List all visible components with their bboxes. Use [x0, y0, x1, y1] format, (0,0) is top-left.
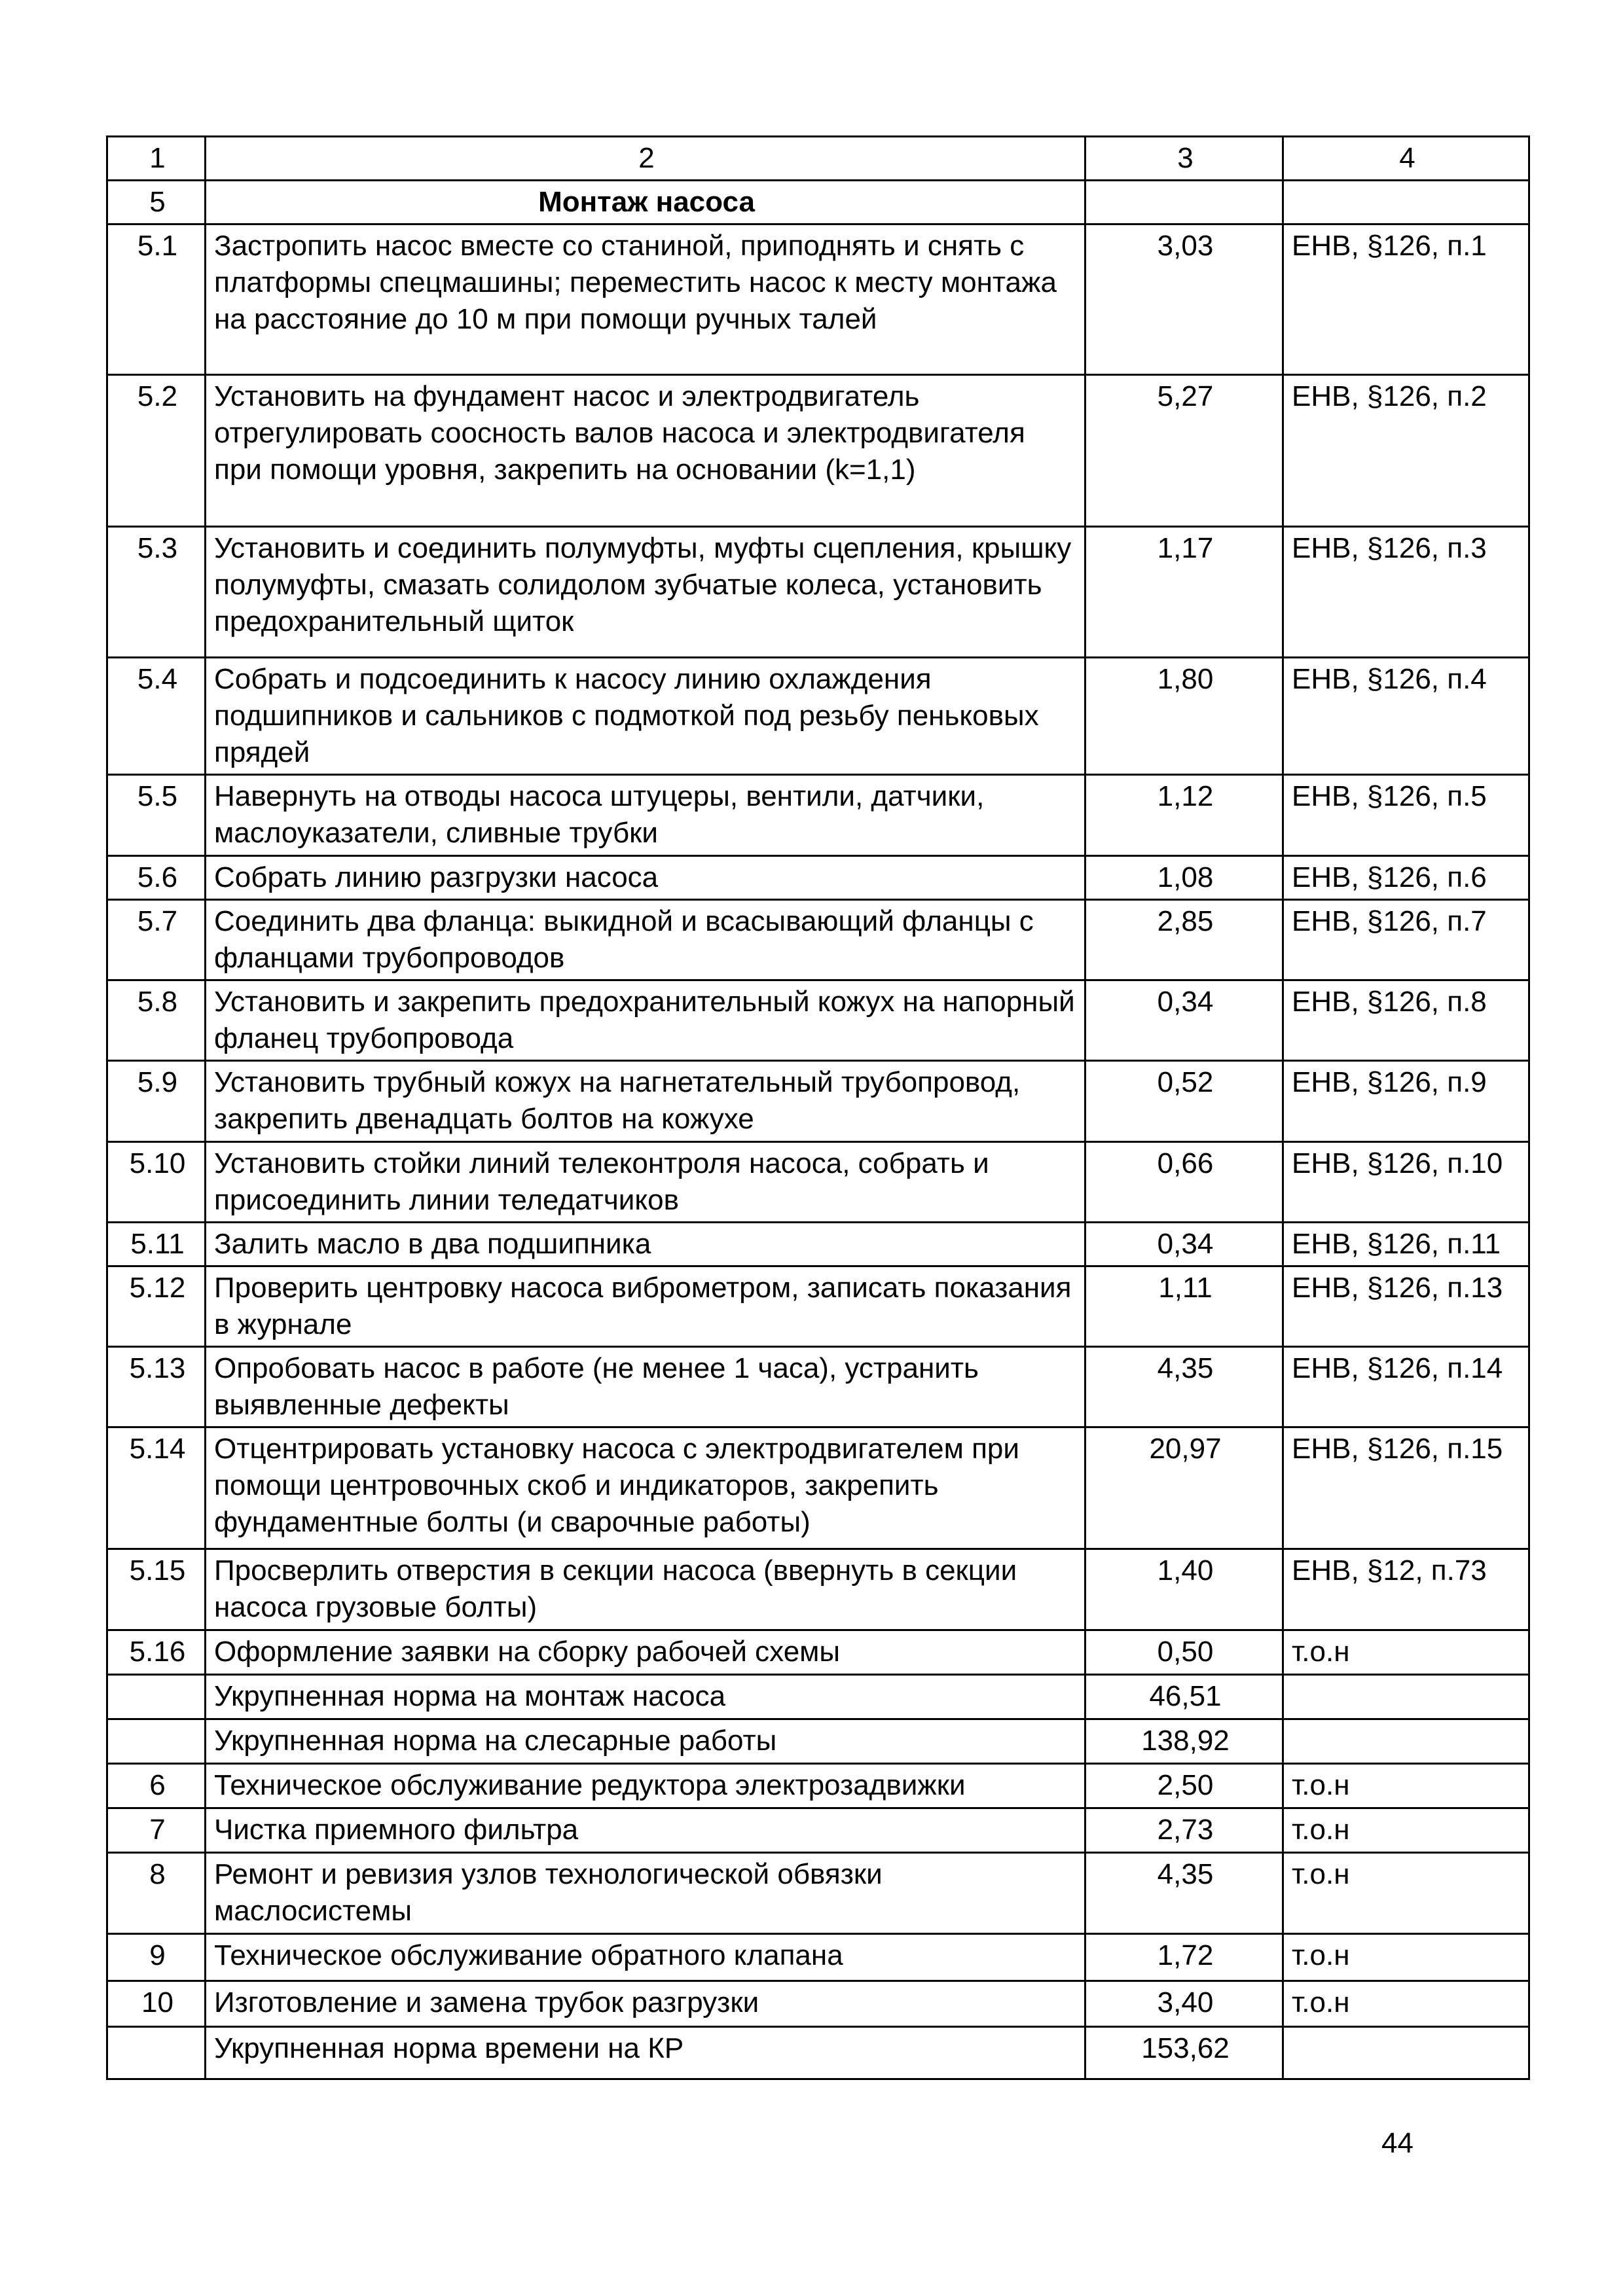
table-row: [107, 1347, 1529, 1427]
norm-value: 1,72: [1085, 1934, 1283, 1981]
subtotal-row: [107, 1675, 1529, 1719]
norm-value: 4,35: [1085, 1853, 1283, 1934]
table-row: [107, 1223, 1529, 1266]
row-number: 5.4: [107, 658, 206, 775]
work-description: Собрать линию разгрузки насоса: [206, 856, 1085, 900]
table-row: [107, 1266, 1529, 1347]
row-number: [107, 1719, 206, 1764]
norm-reference: ЕНВ, §126, п.13: [1283, 1266, 1529, 1347]
row-number: [107, 1675, 206, 1719]
row-number: 5.12: [107, 1266, 206, 1347]
work-description: Установить на фундамент насос и электродвигатель отрегулировать соосность валов насоса и электродвигателя при помощи уровня, закрепить на основании (k=1,1): [206, 375, 1085, 527]
norm-reference: т.о.н: [1283, 1934, 1529, 1981]
norm-reference: ЕНВ, §12, п.73: [1283, 1549, 1529, 1630]
table-row: [107, 375, 1529, 527]
norm-value: 0,66: [1085, 1142, 1283, 1223]
norm-reference: [1283, 1719, 1529, 1764]
table-row: [107, 856, 1529, 900]
norm-value: 20,97: [1085, 1427, 1283, 1549]
norm-reference: ЕНВ, §126, п.11: [1283, 1223, 1529, 1266]
header-cell: 3: [1085, 137, 1283, 181]
norm-value: 4,35: [1085, 1347, 1283, 1427]
norm-reference: ЕНВ, §126, п.10: [1283, 1142, 1529, 1223]
row-number: 5.11: [107, 1223, 206, 1266]
work-description: Укрупненная норма на монтаж насоса: [206, 1675, 1085, 1719]
table-row: [107, 1808, 1529, 1853]
norm-value: 1,11: [1085, 1266, 1283, 1347]
row-number: 5.14: [107, 1427, 206, 1549]
row-number: 5.15: [107, 1549, 206, 1630]
table-row: [107, 1549, 1529, 1630]
norm-value: 3,03: [1085, 224, 1283, 375]
work-description: Навернуть на отводы насоса штуцеры, вентили, датчики, маслоуказатели, сливные трубки: [206, 775, 1085, 856]
norm-reference: ЕНВ, §126, п.2: [1283, 375, 1529, 527]
work-description: Установить трубный кожух на нагнетательный трубопровод, закрепить двенадцать болтов на кожухе: [206, 1061, 1085, 1142]
work-description: Техническое обслуживание обратного клапана: [206, 1934, 1085, 1981]
header-row: [107, 137, 1529, 181]
norm-reference: ЕНВ, §126, п.6: [1283, 856, 1529, 900]
header-cell: 1: [107, 137, 206, 181]
norm-reference: т.о.н: [1283, 1808, 1529, 1853]
norm-value: 0,52: [1085, 1061, 1283, 1142]
section-title: Монтаж насоса: [206, 181, 1085, 224]
norm-value: [1085, 181, 1283, 224]
norm-value: 2,50: [1085, 1764, 1283, 1808]
norm-value: 2,73: [1085, 1808, 1283, 1853]
table-row: [107, 1427, 1529, 1549]
row-number: 5.2: [107, 375, 206, 527]
norm-value: 0,34: [1085, 980, 1283, 1061]
row-number: 5.10: [107, 1142, 206, 1223]
table-row: [107, 658, 1529, 775]
work-description: Собрать и подсоединить к насосу линию охлаждения подшипников и сальников с подмоткой под резьбу пеньковых прядей: [206, 658, 1085, 775]
row-number: 5.13: [107, 1347, 206, 1427]
norm-value: 1,80: [1085, 658, 1283, 775]
table-row: [107, 775, 1529, 856]
header-cell: 4: [1283, 137, 1529, 181]
table-row: [107, 1142, 1529, 1223]
header-cell: 2: [206, 137, 1085, 181]
table-row: [107, 527, 1529, 658]
work-description: Залить масло в два подшипника: [206, 1223, 1085, 1266]
norm-reference: т.о.н: [1283, 1853, 1529, 1934]
row-number: 5.6: [107, 856, 206, 900]
norm-reference: ЕНВ, §126, п.1: [1283, 224, 1529, 375]
work-description: Застропить насос вместе со станиной, приподнять и снять с платформы спецмашины; переместить насос к месту монтажа на расстояние до 10 м при помощи ручных талей: [206, 224, 1085, 375]
work-description: Соединить два фланца: выкидной и всасывающий фланцы с фланцами трубопроводов: [206, 900, 1085, 980]
norm-reference: ЕНВ, §126, п.3: [1283, 527, 1529, 658]
norm-value: 1,40: [1085, 1549, 1283, 1630]
norm-reference: ЕНВ, §126, п.5: [1283, 775, 1529, 856]
row-number: [107, 2027, 206, 2079]
norm-reference: ЕНВ, §126, п.4: [1283, 658, 1529, 775]
norm-reference: ЕНВ, §126, п.15: [1283, 1427, 1529, 1549]
norm-reference: [1283, 2027, 1529, 2079]
norm-reference: т.о.н: [1283, 1630, 1529, 1675]
norm-reference: ЕНВ, §126, п.9: [1283, 1061, 1529, 1142]
norm-value: 5,27: [1085, 375, 1283, 527]
table-row: [107, 1061, 1529, 1142]
work-description: Чистка приемного фильтра: [206, 1808, 1085, 1853]
row-number: 5.5: [107, 775, 206, 856]
table-row: [107, 1853, 1529, 1934]
norm-reference: ЕНВ, §126, п.14: [1283, 1347, 1529, 1427]
table-row: [107, 181, 1529, 224]
norm-reference: [1283, 181, 1529, 224]
work-description: Укрупненная норма времени на КР: [206, 2027, 1085, 2079]
table-row: [107, 1934, 1529, 1981]
norm-value: 1,12: [1085, 775, 1283, 856]
norm-value: 0,50: [1085, 1630, 1283, 1675]
row-number: 5.16: [107, 1630, 206, 1675]
row-number: 5.8: [107, 980, 206, 1061]
norm-reference: т.о.н: [1283, 1981, 1529, 2027]
norm-reference: ЕНВ, §126, п.7: [1283, 900, 1529, 980]
norm-value: 3,40: [1085, 1981, 1283, 2027]
total-row: [107, 2027, 1529, 2079]
page-number: 44: [1381, 2127, 1413, 2159]
row-number: 6: [107, 1764, 206, 1808]
work-description: Изготовление и замена трубок разгрузки: [206, 1981, 1085, 2027]
norm-value: 46,51: [1085, 1675, 1283, 1719]
work-description: Отцентрировать установку насоса с электродвигателем при помощи центровочных скоб и индикаторов, закрепить фундаментные болты (и сварочные работы): [206, 1427, 1085, 1549]
norms-table: [106, 135, 1530, 2080]
row-number: 5.3: [107, 527, 206, 658]
table-row: [107, 224, 1529, 375]
work-description: Проверить центровку насоса виброметром, записать показания в журнале: [206, 1266, 1085, 1347]
row-number: 9: [107, 1934, 206, 1981]
norm-value: 1,17: [1085, 527, 1283, 658]
row-number: 7: [107, 1808, 206, 1853]
work-description: Опробовать насос в работе (не менее 1 часа), устранить выявленные дефекты: [206, 1347, 1085, 1427]
table-row: [107, 1630, 1529, 1675]
row-number: 5.9: [107, 1061, 206, 1142]
work-description: Техническое обслуживание редуктора электрозадвижки: [206, 1764, 1085, 1808]
table-row: [107, 1764, 1529, 1808]
norm-reference: ЕНВ, §126, п.8: [1283, 980, 1529, 1061]
norm-reference: т.о.н: [1283, 1764, 1529, 1808]
row-number: 5: [107, 181, 206, 224]
norm-value: 2,85: [1085, 900, 1283, 980]
table-row: [107, 1981, 1529, 2027]
table-row: [107, 980, 1529, 1061]
work-description: Установить стойки линий телеконтроля насоса, собрать и присоединить линии теледатчиков: [206, 1142, 1085, 1223]
row-number: 5.7: [107, 900, 206, 980]
work-description: Оформление заявки на сборку рабочей схемы: [206, 1630, 1085, 1675]
norm-value: 153,62: [1085, 2027, 1283, 2079]
work-description: Укрупненная норма на слесарные работы: [206, 1719, 1085, 1764]
subtotal-row: [107, 1719, 1529, 1764]
work-description: Установить и закрепить предохранительный кожух на напорный фланец трубопровода: [206, 980, 1085, 1061]
row-number: 8: [107, 1853, 206, 1934]
row-number: 5.1: [107, 224, 206, 375]
norm-value: 1,08: [1085, 856, 1283, 900]
norm-value: 138,92: [1085, 1719, 1283, 1764]
work-description: Ремонт и ревизия узлов технологической обвязки маслосистемы: [206, 1853, 1085, 1934]
work-description: Просверлить отверстия в секции насоса (ввернуть в секции насоса грузовые болты): [206, 1549, 1085, 1630]
work-description: Установить и соединить полумуфты, муфты сцепления, крышку полумуфты, смазать солидолом зубчатые колеса, установить предохранительный щиток: [206, 527, 1085, 658]
norm-reference: [1283, 1675, 1529, 1719]
norm-value: 0,34: [1085, 1223, 1283, 1266]
table-row: [107, 900, 1529, 980]
row-number: 10: [107, 1981, 206, 2027]
